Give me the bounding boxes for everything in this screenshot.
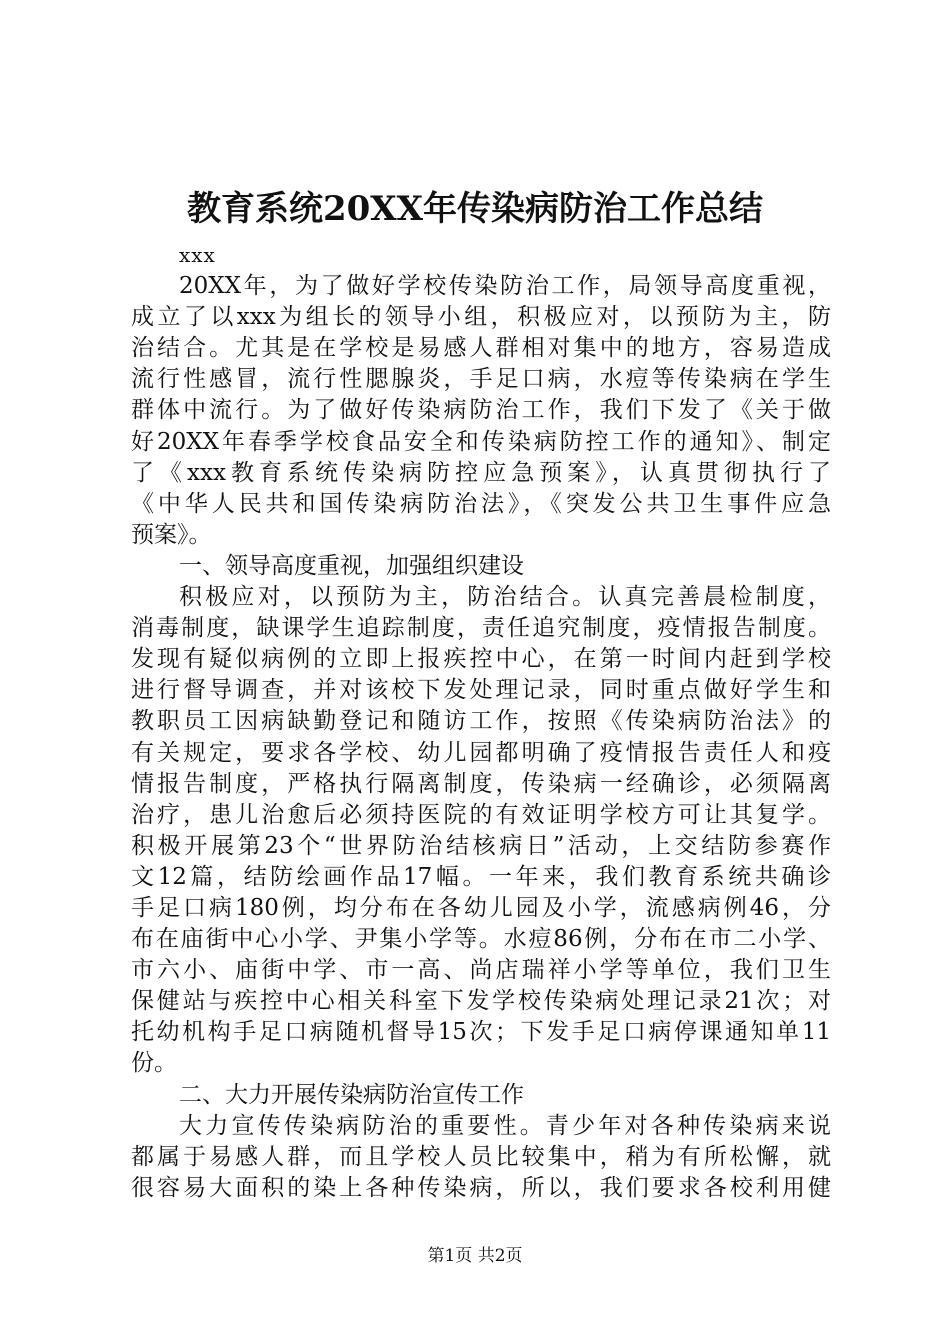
text-line: 治疗，患儿治愈后必须持医院的有效证明学校方可让其复学。	[131, 801, 831, 828]
text-line: 积极应对，以预防为主，防治结合。认真完善晨检制度，	[179, 584, 831, 611]
text-line: 了《xxx教育系统传染病防控应急预案》，认真贯彻执行了	[131, 459, 831, 486]
text-line: 情报告制度，严格执行隔离制度，传染病一经确诊，必须隔离	[131, 770, 831, 797]
text-line: 手足口病180例，均分布在各幼儿园及小学，流感病例46，分	[131, 894, 831, 921]
page-footer: 第1页 共2页	[427, 1246, 523, 1266]
text-line: 有关规定，要求各学校、幼儿园都明确了疫情报告责任人和疫	[131, 739, 831, 766]
text-line: 好20XX年春季学校食品安全和传染病防控工作的通知》、制定	[131, 428, 831, 455]
document-body	[131, 240, 831, 1204]
document-title: 教育系统20XX年传染病防治工作总结	[186, 189, 764, 229]
paragraph-lines	[131, 271, 831, 1204]
text-line: 大力宣传传染病防治的重要性。青少年对各种传染病来说	[179, 1112, 831, 1139]
text-line: 教职员工因病缺勤登记和随访工作，按照《传染病防治法》的	[131, 708, 831, 735]
text-line: 布在庙街中心小学、尹集小学等。水痘86例，分布在市二小学、	[131, 926, 831, 953]
text-line: 份。	[131, 1050, 177, 1077]
author-line: xxx	[179, 243, 216, 267]
text-line: 很容易大面积的染上各种传染病，所以，我们要求各校利用健	[131, 1174, 831, 1201]
text-line: 群体中流行。为了做好传染病防治工作，我们下发了《关于做	[131, 397, 831, 424]
text-line: 市六小、庙街中学、市一高、尚店瑞祥小学等单位，我们卫生	[131, 957, 831, 984]
text-line: 积极开展第23个“世界防治结核病日”活动，上交结防参赛作	[131, 832, 831, 859]
text-line: 《中华人民共和国传染病防治法》，《突发公共卫生事件应急	[131, 490, 831, 517]
text-line: 都属于易感人群，而且学校人员比较集中，稍为有所松懈，就	[131, 1143, 831, 1170]
text-line: 预案》。	[131, 521, 212, 548]
text-line: 流行性感冒，流行性腮腺炎，手足口病，水痘等传染病在学生	[131, 366, 831, 393]
text-line: 保健站与疾控中心相关科室下发学校传染病处理记录21次；对	[131, 988, 831, 1015]
text-line: 消毒制度，缺课学生追踪制度，责任追究制度，疫情报告制度。	[131, 615, 831, 642]
text-line: 发现有疑似病例的立即上报疾控中心，在第一时间内赶到学校	[131, 646, 831, 673]
text-line: 治结合。尤其是在学校是易感人群相对集中的地方，容易造成	[131, 335, 831, 362]
text-line: 成立了以xxx为组长的领导小组，积极应对，以预防为主，防	[131, 304, 831, 331]
section-heading: 一、领导高度重视，加强组织建设	[179, 552, 524, 579]
text-line: 20XX年，为了做好学校传染防治工作，局领导高度重视，	[179, 273, 831, 300]
text-line: 文12篇，结防绘画作品17幅。一年来，我们教育系统共确诊	[131, 863, 831, 890]
text-line: 托幼机构手足口病随机督导15次；下发手足口病停课通知单11	[131, 1019, 831, 1046]
text-line: 进行督导调查，并对该校下发处理记录，同时重点做好学生和	[131, 677, 831, 704]
section-heading: 二、大力开展传染病防治宣传工作	[179, 1081, 524, 1108]
